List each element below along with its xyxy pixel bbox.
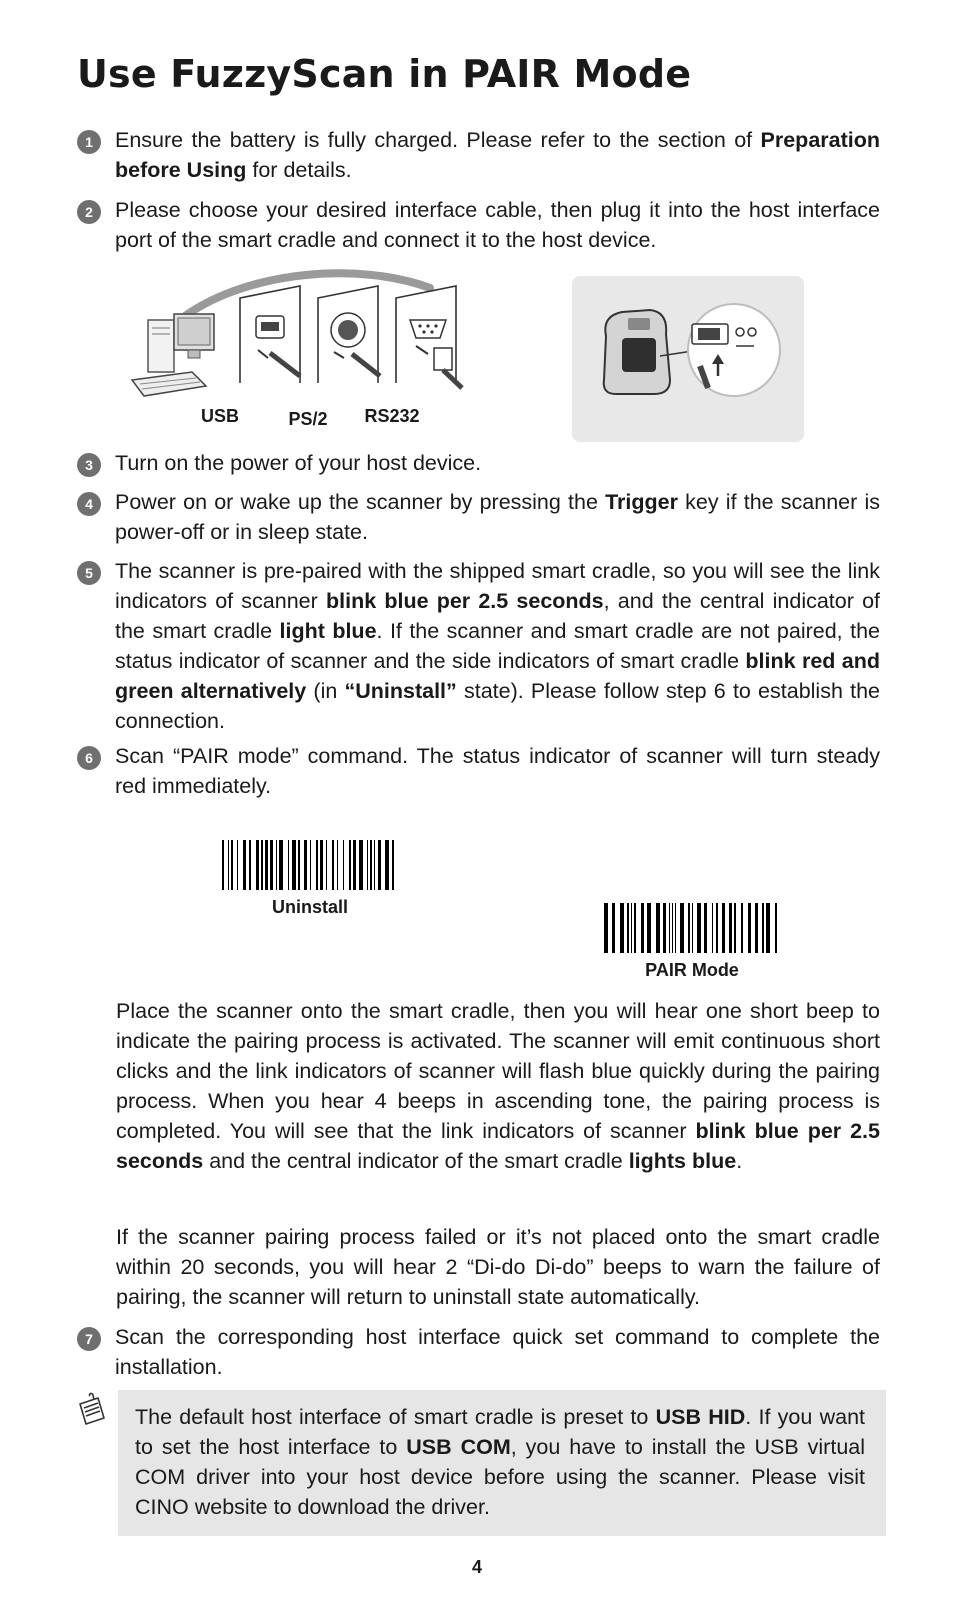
port-label-usb: USB xyxy=(200,406,239,426)
step-number-badge: 1 xyxy=(77,130,101,154)
smart-cradle-illustration xyxy=(572,276,804,442)
note-pad-icon xyxy=(74,1392,110,1428)
pair-mode-barcode-bars xyxy=(604,903,780,955)
step-number-badge: 2 xyxy=(77,200,101,224)
port-label-rs232: RS232 xyxy=(364,406,420,426)
note-text: The default host interface of smart cradle is preset to USB HID. If you want to set the host interface to USB COM, you have to install the USB virtual COM driver into your host device before using the scanner. Please visit CINO website to download the driver. xyxy=(135,1405,866,1519)
step-text: Ensure the battery is fully charged. Please refer to the section of Preparation before Using for details. xyxy=(115,128,880,182)
page-number: 4 xyxy=(471,1557,482,1577)
pair-mode-barcode xyxy=(604,903,780,960)
step-text: Please choose your desired interface cable, then plug it into the host interface port of the smart cradle and connect it to the host device. xyxy=(115,198,880,252)
pairing-failure-paragraph: If the scanner pairing process failed or it’s not placed onto the smart cradle within 20 seconds, you will hear 2 “Di-do Di-do” beeps to warn the failure of pairing, the scanner will return to uninstall state automatically. xyxy=(116,1225,880,1309)
step-number-badge: 3 xyxy=(77,453,101,477)
step-number-badge: 6 xyxy=(77,746,101,770)
step-2 xyxy=(77,195,880,255)
step-text: Power on or wake up the scanner by pressing the Trigger key if the scanner is power-off or in sleep state. xyxy=(115,490,880,544)
interface-cable-illustration xyxy=(130,268,490,438)
step-6 xyxy=(77,741,880,801)
uninstall-barcode-label: Uninstall xyxy=(271,897,348,917)
step-number-badge: 5 xyxy=(77,561,101,585)
uninstall-barcode xyxy=(222,840,398,897)
step-text: Turn on the power of your host device. xyxy=(115,451,482,475)
uninstall-barcode-bars xyxy=(222,840,398,892)
port-label-ps2: PS/2 xyxy=(288,409,328,429)
step-text: The scanner is pre-paired with the shipped smart cradle, so you will see the link indicators of scanner blink blue per 2.5 seconds, and the central indicator of the smart cradle light blue. If the scanner and smart cradle are not paired, the status indicator of scanner and the side indicators of smart cradle blink red and green alternatively (in “Uninstall” state). Please follow step 6 to establish the connection. xyxy=(115,559,881,733)
step-7 xyxy=(77,1322,880,1382)
pair-mode-barcode-label: PAIR Mode xyxy=(645,960,739,980)
step-number-badge: 7 xyxy=(77,1327,101,1351)
pairing-process-paragraph: Place the scanner onto the smart cradle, then you will hear one short beep to indicate the pairing process is activated. The scanner will emit continuous short clicks and the link indicators of scanner will flash blue quickly during the pairing process. When you hear 4 beeps in ascending tone, the pairing process is completed. You will see that the link indicators of scanner blink blue per 2.5 seconds and the central indicator of the smart cradle lights blue. xyxy=(116,999,880,1173)
page-title: Use FuzzyScan in PAIR Mode xyxy=(77,52,692,96)
step-1 xyxy=(77,125,880,185)
step-5 xyxy=(77,556,880,736)
step-text: Scan “PAIR mode” command. The status indicator of scanner will turn steady red immediately. xyxy=(115,744,880,798)
step-number-badge: 4 xyxy=(77,492,101,516)
smart-cradle-drawing xyxy=(572,276,804,442)
step-text: Scan the corresponding host interface quick set command to complete the installation. xyxy=(115,1325,880,1379)
step-3 xyxy=(77,448,880,478)
step-4 xyxy=(77,487,880,547)
